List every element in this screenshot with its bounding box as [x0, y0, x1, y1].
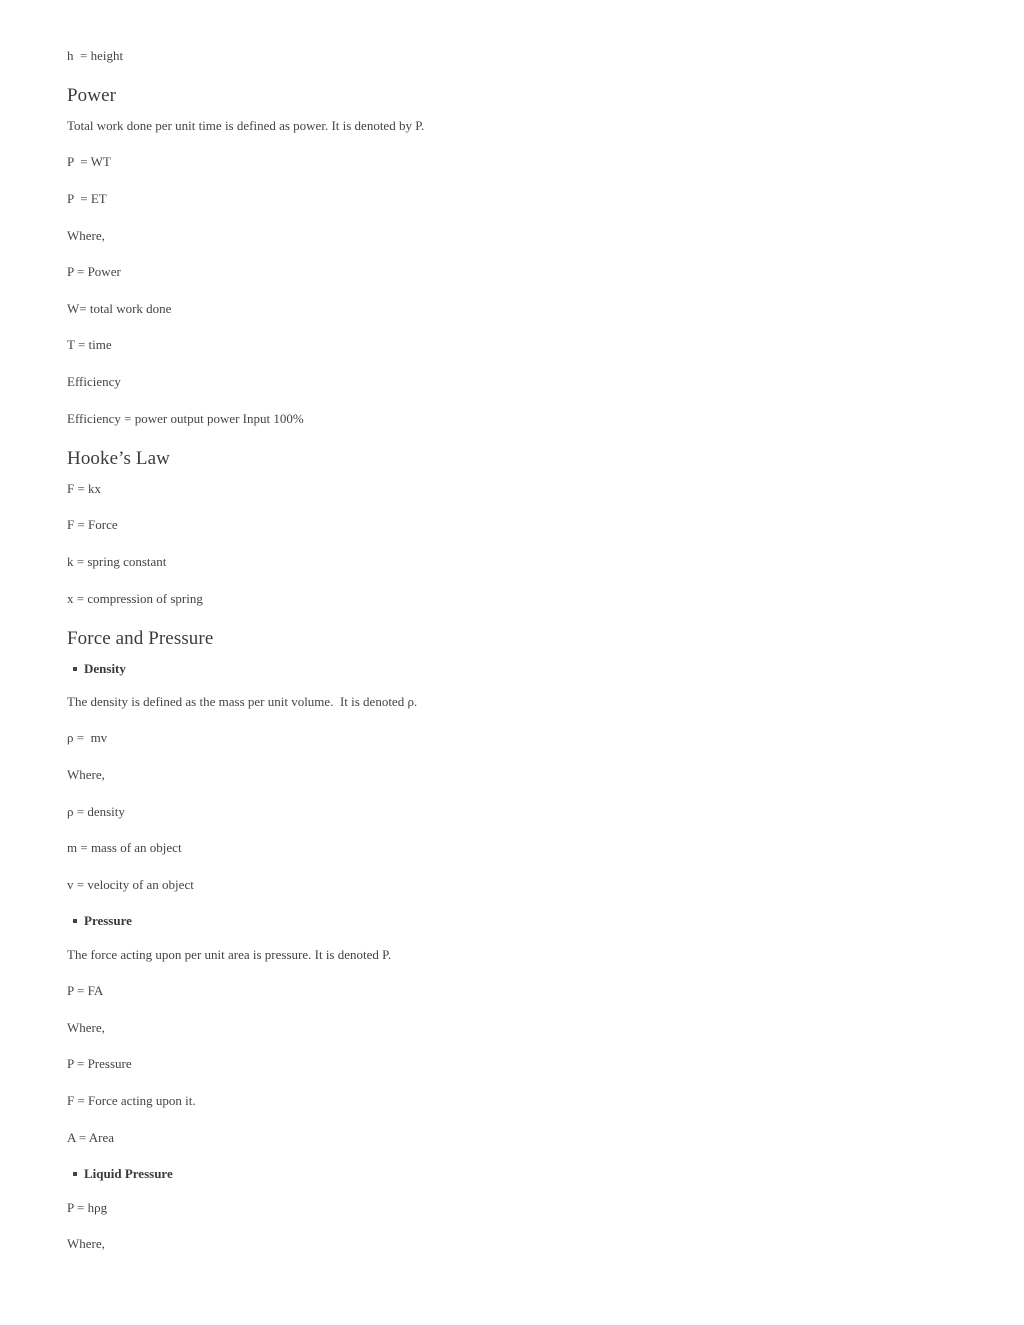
- density-definition: The density is defined as the mass per unit volume. It is denoted ρ.: [67, 694, 418, 709]
- formula-rho-mv: ρ = mv: [67, 730, 108, 745]
- bullet-density-label: Density: [84, 661, 126, 676]
- formula-p-wt: P = WT: [67, 154, 111, 169]
- bullet-liquid-pressure-label: Liquid Pressure: [84, 1166, 173, 1181]
- bullet-pressure: [67, 913, 132, 929]
- def-v-velocity: v = velocity of an object: [67, 877, 194, 892]
- where-label: Where,: [67, 767, 105, 782]
- bullet-pressure-label: Pressure: [84, 913, 132, 928]
- where-label: Where,: [67, 228, 105, 243]
- heading-force-and-pressure: Force and Pressure: [67, 628, 214, 649]
- def-p-pressure: P = Pressure: [67, 1056, 132, 1071]
- where-label: Where,: [67, 1236, 105, 1251]
- formula-p-hpg: P = hρg: [67, 1200, 108, 1215]
- def-f-force-acting: F = Force acting upon it.: [67, 1093, 196, 1108]
- def-t-time: T = time: [67, 337, 112, 352]
- power-definition: Total work done per unit time is defined as power. It is denoted by P.: [67, 118, 425, 133]
- def-f-force: F = Force: [67, 517, 118, 532]
- formula-p-et: P = ET: [67, 191, 107, 206]
- def-k-spring-constant: k = spring constant: [67, 554, 167, 569]
- bullet-density: [67, 661, 126, 677]
- pressure-definition: The force acting upon per unit area is pressure. It is denoted P.: [67, 947, 392, 962]
- def-x-compression: x = compression of spring: [67, 591, 203, 606]
- bullet-square-icon: [73, 667, 77, 671]
- bullet-square-icon: [73, 919, 77, 923]
- def-a-area: A = Area: [67, 1130, 115, 1145]
- where-label: Where,: [67, 1020, 105, 1035]
- efficiency-formula: Efficiency = power output power Input 100%: [67, 411, 304, 426]
- def-p-power: P = Power: [67, 264, 121, 279]
- def-m-mass: m = mass of an object: [67, 840, 182, 855]
- formula-f-kx: F = kx: [67, 481, 102, 496]
- formula-p-fa: P = FA: [67, 983, 104, 998]
- def-rho-density: ρ = density: [67, 804, 125, 819]
- heading-hookes-law: Hooke’s Law: [67, 448, 170, 469]
- efficiency-label: Efficiency: [67, 374, 121, 389]
- formula-h-height: h = height: [67, 48, 124, 63]
- bullet-square-icon: [73, 1172, 77, 1176]
- def-w-total-work: W= total work done: [67, 301, 172, 316]
- bullet-liquid-pressure: [67, 1166, 173, 1182]
- heading-power: Power: [67, 85, 117, 106]
